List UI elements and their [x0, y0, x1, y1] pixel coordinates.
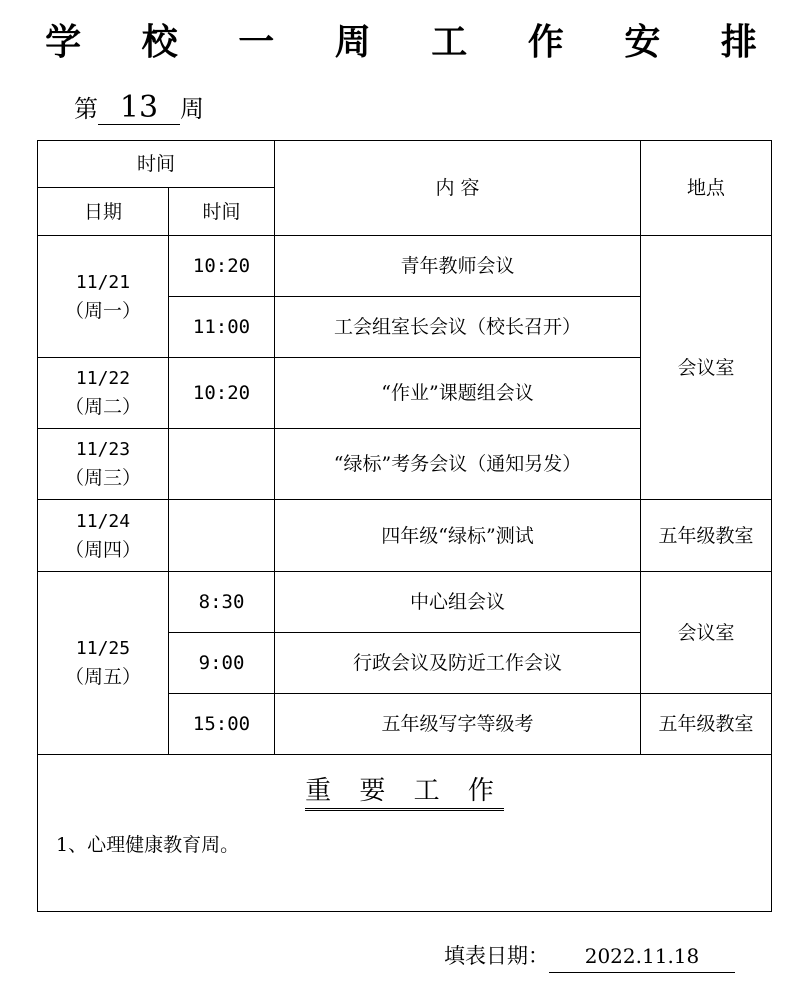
weekday-text: （周三） — [64, 467, 141, 489]
location-cell: 五年级教室 — [641, 694, 772, 755]
fill-date-label: 填表日期： — [444, 944, 549, 968]
content-cell: 青年教师会议 — [275, 236, 641, 297]
weekday-text: （周四） — [64, 538, 141, 561]
important-work-section — [38, 755, 772, 912]
content-cell: 行政会议及防近工作会议 — [275, 633, 641, 694]
time-cell: 10:20 — [169, 358, 275, 429]
table-row — [38, 236, 772, 297]
important-work-row — [38, 755, 772, 912]
time-cell: 9:00 — [169, 633, 275, 694]
header-time-group: 时间 — [38, 141, 275, 188]
time-cell: 8:30 — [169, 572, 275, 633]
location-cell: 会议室 — [641, 572, 772, 694]
header-content: 内 容 — [275, 141, 641, 236]
time-cell: 11:00 — [169, 297, 275, 358]
header-date: 日期 — [38, 188, 169, 236]
table-row — [38, 500, 772, 572]
week-prefix: 第 — [74, 95, 98, 123]
date-cell — [38, 358, 169, 429]
location-cell: 五年级教室 — [641, 500, 772, 572]
header-time: 时间 — [169, 188, 275, 236]
week-number-line — [74, 92, 204, 126]
content-cell: 四年级“绿标”测试 — [275, 500, 641, 572]
date-text: 11/24 — [75, 510, 131, 532]
header-location: 地点 — [641, 141, 772, 236]
content-cell: “作业”课题组会议 — [275, 358, 641, 429]
important-work-item: 1、心理健康教育周。 — [56, 834, 240, 856]
time-cell: 15:00 — [169, 694, 275, 755]
time-cell — [169, 429, 275, 500]
weekday-text: （周二） — [64, 396, 141, 418]
date-text: 11/22 — [75, 368, 131, 389]
date-text: 11/23 — [75, 439, 131, 460]
content-cell: 工会组室长会议（校长召开） — [275, 297, 641, 358]
date-text: 11/21 — [75, 271, 131, 293]
week-suffix: 周 — [180, 95, 204, 123]
weekday-text: （周一） — [64, 299, 141, 322]
date-cell — [38, 236, 169, 358]
content-cell: 中心组会议 — [275, 572, 641, 633]
date-cell — [38, 572, 169, 755]
location-cell: 会议室 — [641, 236, 772, 500]
weekday-text: （周五） — [64, 666, 141, 688]
important-work-title-text: 重 要 工 作 — [305, 776, 504, 811]
page-title: 学 校 一 周 工 作 安 排 — [45, 22, 781, 63]
content-cell: 五年级写字等级考 — [275, 694, 641, 755]
fill-date-line — [444, 940, 735, 973]
time-cell — [169, 500, 275, 572]
time-cell: 10:20 — [169, 236, 275, 297]
table-row — [38, 572, 772, 633]
date-text: 11/25 — [75, 638, 131, 659]
schedule-table — [37, 140, 772, 912]
date-cell — [38, 429, 169, 500]
fill-date-value: 2022.11.18 — [549, 940, 735, 973]
date-cell — [38, 500, 169, 572]
content-cell: “绿标”考务会议（通知另发） — [275, 429, 641, 500]
important-work-title — [38, 777, 771, 805]
week-number: 13 — [98, 92, 180, 125]
